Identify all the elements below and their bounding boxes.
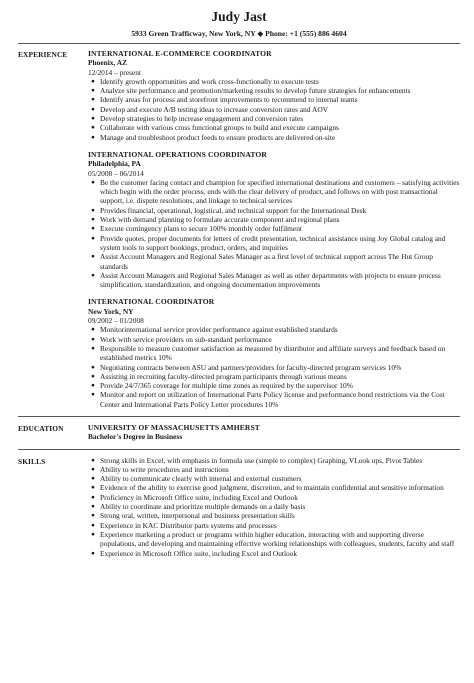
bullet-text: Work with demand planning to formulate accurate component and regional plans [100, 215, 340, 225]
bullet-text: Develop and execute A/B testing ideas to increase conversion rates and AOV [100, 104, 329, 114]
bullet-icon: ● [91, 456, 95, 464]
job-location: Philadelphia, PA [88, 159, 141, 169]
education-degree: Bachelor's Degree in Business [88, 432, 183, 442]
bullet-icon: ● [91, 77, 95, 85]
bullet-text: Identify areas for process and storefront improvements to recommend to internal teams [100, 95, 358, 105]
bullet-icon: ● [91, 96, 95, 104]
bullet-icon: ● [91, 234, 95, 242]
bullet-text: Execute contingency plans to secure 100% monthly order fulfilment [100, 224, 302, 234]
bullet-icon: ● [91, 115, 95, 123]
bullet-icon: ● [91, 105, 95, 113]
contact-line: 5933 Green Trafficway, New York, NY ◆ Phone: +1 (555) 886 4604 [131, 29, 347, 38]
skills-section [18, 450, 460, 558]
job-title: INTERNATIONAL OPERATIONS COORDINATOR [88, 149, 267, 159]
job-location: New York, NY [88, 306, 134, 316]
job-bullets [88, 77, 460, 142]
bullet-text: Manage and troubleshoot product feeds to ensure products are delivered on-site [100, 132, 336, 142]
bullet-text: Negotiating contracts between ASU and partners/providers for faculty-directed program services 10% [100, 362, 402, 372]
bullet-text: Assisting in recruiting faculty-directed program participants through various means [100, 371, 347, 381]
job-location: Phoenix, AZ [88, 58, 128, 68]
bullet-icon: ● [91, 503, 95, 511]
bullet-icon: ● [91, 124, 95, 132]
bullet-text: Ability to write procedures and instructions [100, 464, 229, 474]
bullet-icon: ● [91, 178, 95, 186]
bullet-icon: ● [91, 549, 95, 557]
bullet-text: Assist Account Managers and Regional Sales Manager as well as other departments with projects to ensure process simplification, standardization, and ongoing documentation improvements [100, 270, 441, 290]
bullet-text: Experience in Microsoft Office suite, including Excel and Outlook [100, 548, 298, 558]
job-dates: 12/2014 – present [88, 67, 141, 77]
skills-list [88, 456, 460, 558]
bullet-text: Monitorinternational service provider performance against established standards [100, 325, 338, 335]
bullet-icon: ● [91, 363, 95, 371]
bullet-icon: ● [91, 335, 95, 343]
bullet-item [88, 252, 460, 271]
candidate-name: Judy Jast [211, 9, 267, 24]
resume-header [18, 0, 460, 39]
bullet-text: Proficiency in Microsoft Office suite, including Excel and Outlook [100, 492, 298, 502]
bullet-text: Experience in KAC Distributor parts systems and processes [100, 520, 277, 530]
bullet-item [88, 86, 460, 95]
section-label-experience: EXPERIENCE [18, 50, 68, 59]
job-title: INTERNATIONAL E-COMMERCE COORDINATOR [88, 49, 272, 58]
bullet-item [88, 530, 460, 549]
bullet-icon: ● [91, 271, 95, 279]
bullet-text: Ability to coordinate and prioritize multiple demands on a daily basis [100, 502, 306, 512]
bullet-item [88, 325, 460, 334]
bullet-text: Be the customer facing contact and champion for specified international destinations and customers – satisfying activities which begin with the order process, ends with the clear delivery of product, and follows on with post transactional support, i.e. dispute resolutions, and linkage to technical services [100, 177, 460, 206]
bullet-text: Ability to communicate clearly with internal and external customers [100, 474, 302, 484]
bullet-item [88, 133, 460, 142]
education-school: UNIVERSITY OF MASSACHUSETTS AMHERST [88, 422, 260, 432]
bullet-item [88, 511, 460, 520]
bullet-text: Work with service providers on sub-standard performance [100, 334, 272, 344]
bullet-icon: ● [91, 484, 95, 492]
bullet-text: Evidence of the ability to exercise good judgment, discretion, and to maintain confidential and sensitive information [100, 483, 444, 493]
bullet-item [88, 206, 460, 215]
bullet-icon: ● [91, 521, 95, 529]
bullet-item [88, 105, 460, 114]
section-label-education: EDUCATION [18, 423, 64, 433]
bullet-text: Provides financial, operational, logistical, and technical support for the International Desk [100, 205, 367, 215]
bullet-text: Identify growth opportunities and work cross-functionally to execute tests [100, 76, 319, 86]
job-entry [88, 297, 460, 409]
bullet-icon: ● [91, 530, 95, 538]
bullet-item [88, 95, 460, 104]
bullet-item [88, 234, 460, 253]
bullet-text: Provide quotes, proper documents for letters of credit presentation, technical assistance using Joy Global catalog and system tools to support bookings, product, orders, and inquiries [100, 233, 446, 252]
bullet-item [88, 363, 460, 372]
bullet-item [88, 465, 460, 474]
bullet-icon: ● [91, 382, 95, 390]
bullet-icon: ● [91, 493, 95, 501]
bullet-item [88, 493, 460, 502]
job-dates: 09/2002 – 01/2008 [88, 316, 144, 326]
bullet-icon: ● [91, 465, 95, 473]
bullet-icon: ● [91, 512, 95, 520]
bullet-item [88, 123, 460, 132]
bullet-item [88, 271, 460, 290]
bullet-text: Experience marketing a product or programs within higher education, interacting with and supporting diverse populations, and developing and maintaining effective working relationships with colleagues, students, faculty and staff [100, 529, 455, 549]
bullet-text: Strong skills in Excel, with emphasis in formula use (simple to complex) Graphing, VLook ups, Pivot Tables [100, 455, 423, 465]
bullet-icon: ● [91, 225, 95, 233]
bullet-item [88, 215, 460, 224]
education-section [18, 417, 460, 442]
bullet-icon: ● [91, 372, 95, 380]
bullet-item [88, 381, 460, 390]
experience-list [88, 49, 460, 409]
section-label-skills: SKILLS [18, 456, 46, 466]
job-entry [88, 150, 460, 289]
job-dates: 05/2008 – 06/2014 [88, 168, 144, 178]
bullet-item [88, 372, 460, 381]
bullet-text: Assist Account Managers and Regional Sales Manager as a first level of technical support across The Hut Group standards [100, 252, 433, 271]
bullet-icon: ● [91, 326, 95, 334]
bullet-icon: ● [91, 391, 95, 399]
bullet-icon: ● [91, 87, 95, 95]
bullet-item [88, 502, 460, 511]
bullet-text: Monitor and report on utilization of International Parts Policy license and performance bond restrictions via the Cost Center and International Parts Policy Letter procedures 10% [100, 390, 445, 409]
bullet-item [88, 224, 460, 233]
job-entry [88, 49, 460, 142]
bullet-icon: ● [91, 475, 95, 483]
bullet-item [88, 178, 460, 206]
bullet-text: Strong oral, written, interpersonal and business presentation skills [100, 511, 295, 521]
bullet-icon: ● [91, 216, 95, 224]
bullet-text: Responsible to measure customer satisfaction as measured by distributor and affiliate surveys and feedback based on established metrics 10% [100, 343, 446, 363]
bullet-icon: ● [91, 253, 95, 261]
bullet-text: Develop strategies to help increase engagement and conversion rates [100, 114, 304, 124]
job-bullets [88, 325, 460, 409]
bullet-item [88, 344, 460, 363]
job-bullets [88, 178, 460, 290]
bullet-item [88, 77, 460, 86]
bullet-item [88, 114, 460, 123]
bullet-text: Provide 24/7/365 coverage for multiple time zones as required by the supervisor 10% [100, 381, 353, 391]
experience-section [18, 44, 460, 409]
bullet-item [88, 456, 460, 465]
bullet-item [88, 335, 460, 344]
bullet-item [88, 549, 460, 558]
bullet-item [88, 390, 460, 409]
bullet-item [88, 483, 460, 492]
bullet-text: Collaborate with various cross functional groups to build and execute campaigns [100, 123, 339, 133]
bullet-item [88, 521, 460, 530]
job-title: INTERNATIONAL COORDINATOR [88, 297, 215, 307]
bullet-icon: ● [91, 344, 95, 352]
bullet-icon: ● [91, 206, 95, 214]
bullet-text: Analyze site performance and promotion/marketing results to develop future strategies for enhancements [100, 86, 411, 96]
bullet-icon: ● [91, 133, 95, 141]
bullet-item [88, 474, 460, 483]
